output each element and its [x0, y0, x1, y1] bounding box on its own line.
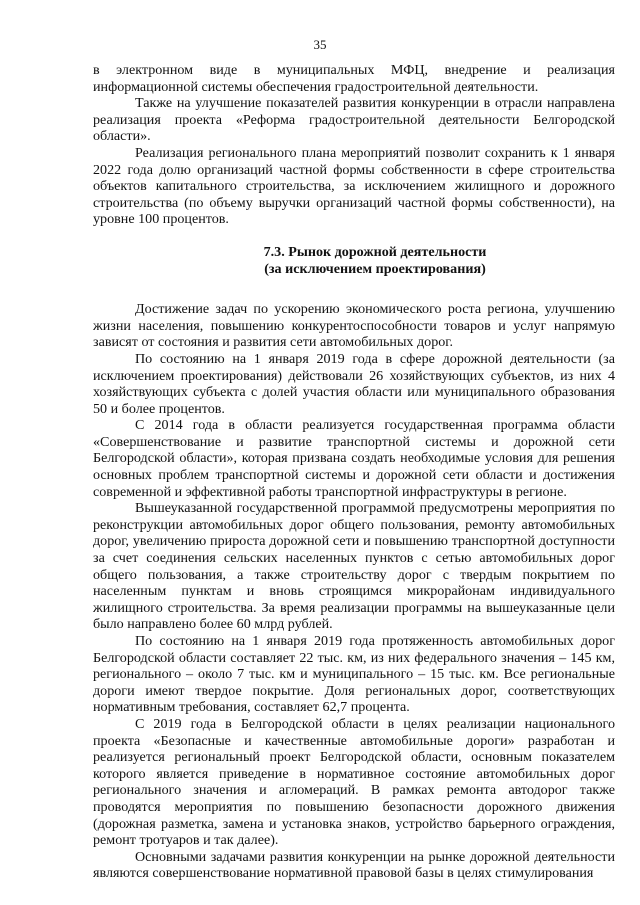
- paragraph-state-program: С 2014 года в области реализуется государственная программа области «Совершенствование и развитие транспортной системы и дорожной сети Белгородской области», которая призвана создать необходимые условия для решения основных проблем транспортной системы и дорожной сети области и достижения современной и эффективной работы транспортной инфраструктуры в регионе.: [93, 417, 615, 500]
- paragraph-road-length: По состоянию на 1 января 2019 года протяженность автомобильных дорог Белгородской области составляет 22 тыс. км, из них федерального значения – 145 км, регионального – около 7 тыс. км и муниципального – 15 тыс. км. Все региональные дороги имеют твердое покрытие. Доля региональных дорог, соответствующих нормативным требования, составляет 62,7 процента.: [93, 633, 615, 716]
- section-subtitle: (за исключением проектирования): [264, 260, 486, 277]
- paragraph-national-project: С 2019 года в Белгородской области в целях реализации национального проекта «Безопасные и качественные автомобильные дороги» разработан и реализуется региональный проект Белгородской области, основным показателем которого является приведение в нормативное состояние автомобильных дорог регионального значения и агломераций. В рамках ремонта автодорог также проводятся мероприятия по повышению безопасности дорожного движения (дорожная разметка, замена и установка знаков, устройство барьерного ограждения, ремонт тротуаров и так далее).: [93, 715, 615, 849]
- paragraph-main-tasks: Основными задачами развития конкуренции на рынке дорожной деятельности являются совершенствование нормативной правовой базы в целях стимулирования: [93, 848, 615, 882]
- paragraph-program-measures: Вышеуказанной государственной программой предусмотрены мероприятия по реконструкции автомобильных дорог общего пользования, ремонту автомобильных дорог, увеличению прироста дорожной сети и повышению транспортной доступности за счет соединения сельских населенных пунктов с сетью автомобильных дорог общего пользования, а также строительству дорог с твердым покрытием по населенным пунктам и вновь строящимся микрорайонам индивидуального жилищного строительства. За время реализации программы на вышеуказанные цели было направлено более 60 млрд рублей.: [93, 500, 615, 633]
- section-heading: [93, 244, 615, 277]
- section-title: 7.3. Рынок дорожной деятельности: [263, 243, 487, 260]
- paragraph-competition-reform: Также на улучшение показателей развития конкуренции в отрасли направлена реализация проекта «Реформа градостроительной деятельности Белгородской области».: [93, 95, 615, 145]
- page-number: 35: [313, 37, 327, 52]
- spacer: [93, 228, 615, 244]
- document-body: [93, 62, 615, 882]
- paragraph-goals: Достижение задач по ускорению экономического роста региона, улучшению жизни населения, повышению конкурентоспособности товаров и услуг напрямую зависят от состояния и развития сети автомобильных дорог.: [93, 301, 615, 351]
- spacer: [93, 277, 615, 301]
- paragraph-continuation: в электронном виде в муниципальных МФЦ, внедрение и реализация информационной системы обеспечения градостроительной деятельности.: [93, 62, 615, 95]
- paragraph-entities: По состоянию на 1 января 2019 года в сфере дорожной деятельности (за исключением проектирования) действовали 26 хозяйствующих субъектов, из них 4 хозяйствующих субъекта с долей участия области или муниципального образования 50 и более процентов.: [93, 350, 615, 417]
- paragraph-regional-plan: Реализация регионального плана мероприятий позволит сохранить к 1 января 2022 года долю организаций частной формы собственности в сфере строительства объектов капитального строительства, за исключением жилищного и дорожного строительства (по объему выручки организаций частной формы собственности), на уровне 100 процентов.: [93, 144, 615, 228]
